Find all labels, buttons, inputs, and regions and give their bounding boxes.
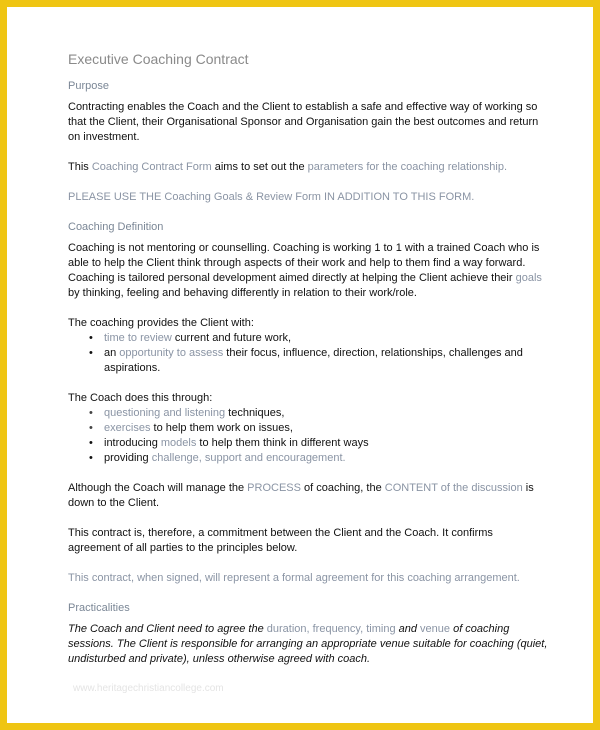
bullet-icon: •: [89, 452, 93, 464]
list-highlight: questioning and listening: [104, 407, 226, 419]
text-run: This: [68, 161, 92, 173]
content-highlight: CONTENT of the discussion: [384, 482, 523, 494]
bullet-icon: •: [89, 407, 93, 419]
list-item: [84, 421, 548, 436]
list-text: introducing: [104, 437, 161, 449]
venue-highlight: venue: [420, 623, 451, 635]
duration-highlight: duration, frequency, timing: [266, 623, 396, 635]
list-text: providing: [104, 452, 152, 464]
list-text: techniques,: [225, 407, 285, 419]
definition-paragraph: [68, 241, 548, 301]
provides-intro: The coaching provides the Client with:: [68, 317, 254, 329]
purpose-form-paragraph: [68, 160, 548, 175]
document-title: Executive Coaching Contract: [68, 51, 249, 67]
practicalities-heading: Practicalities: [68, 602, 130, 614]
text-run: aims to set out the: [211, 161, 308, 173]
list-item: [84, 406, 548, 421]
list-text: to help them work on issues,: [150, 422, 293, 434]
list-highlight: opportunity to assess: [119, 347, 224, 359]
list-text: to help them think in different ways: [196, 437, 369, 449]
list-item: [84, 451, 548, 466]
text-run: and: [395, 623, 421, 635]
list-text: an: [104, 347, 120, 359]
process-content-paragraph: [68, 481, 548, 511]
bullet-icon: •: [89, 332, 93, 344]
list-highlight: models: [160, 437, 197, 449]
text-run: by thinking, feeling and behaving differently in relation to their work/role.: [68, 287, 417, 299]
bullet-icon: •: [89, 422, 93, 434]
goals-review-notice: PLEASE USE THE Coaching Goals & Review Form IN ADDITION TO THIS FORM.: [68, 191, 475, 203]
text-run: is down to the Client.: [68, 482, 534, 509]
list-item: [84, 436, 548, 451]
goals-highlight: goals: [515, 272, 542, 284]
provides-list: [68, 331, 548, 376]
text-run: The Coach and Client need to agree the: [68, 623, 267, 635]
list-highlight: challenge, support and encouragement.: [151, 452, 346, 464]
does-list: [68, 406, 548, 466]
list-item: [84, 331, 548, 346]
document-content: [68, 50, 548, 667]
document-page: [7, 7, 593, 723]
text-run: Coaching is not mentoring or counselling. Coaching is working 1 to 1 with a trained Coach who is able to help the Client think through aspects of their work and help to them find a way forward. Coaching is tailored personal development aimed directly at helping the Client achieve their: [68, 242, 540, 284]
bullet-icon: •: [89, 347, 93, 359]
list-item: [84, 346, 548, 376]
coaching-contract-form-link: Coaching Contract Form: [91, 161, 212, 173]
commitment-paragraph: This contract is, therefore, a commitment between the Client and the Coach. It confirms agreement of all parties to the principles below.: [68, 527, 493, 554]
bullet-icon: •: [89, 437, 93, 449]
list-highlight: exercises: [104, 422, 151, 434]
signed-agreement-paragraph: This contract, when signed, will represent a formal agreement for this coaching arrangement.: [68, 572, 520, 584]
purpose-heading: Purpose: [68, 80, 109, 92]
does-intro: The Coach does this through:: [68, 392, 213, 404]
text-run: Although the Coach will manage the: [68, 482, 248, 494]
watermark-text: www.heritagechristiancollege.com: [73, 683, 224, 694]
parameters-highlight: parameters for the coaching relationship.: [307, 161, 508, 173]
list-highlight: time to review: [104, 332, 172, 344]
list-text: their focus, influence, direction, relationships, challenges and aspirations.: [104, 347, 523, 374]
process-highlight: PROCESS: [247, 482, 301, 494]
practicalities-paragraph: [68, 622, 548, 667]
list-text: current and future work,: [171, 332, 292, 344]
definition-heading: Coaching Definition: [68, 221, 164, 233]
text-run: of coaching, the: [300, 482, 385, 494]
text-run: of coaching sessions. The Client is responsible for arranging an appropriate venue suitable for coaching (quiet, undisturbed and private), unless otherwise agreed with coach.: [68, 623, 548, 665]
purpose-paragraph: Contracting enables the Coach and the Client to establish a safe and effective way of working so that the Client, their Organisational Sponsor and Organisation gain the best outcomes and return on investment.: [68, 101, 539, 143]
